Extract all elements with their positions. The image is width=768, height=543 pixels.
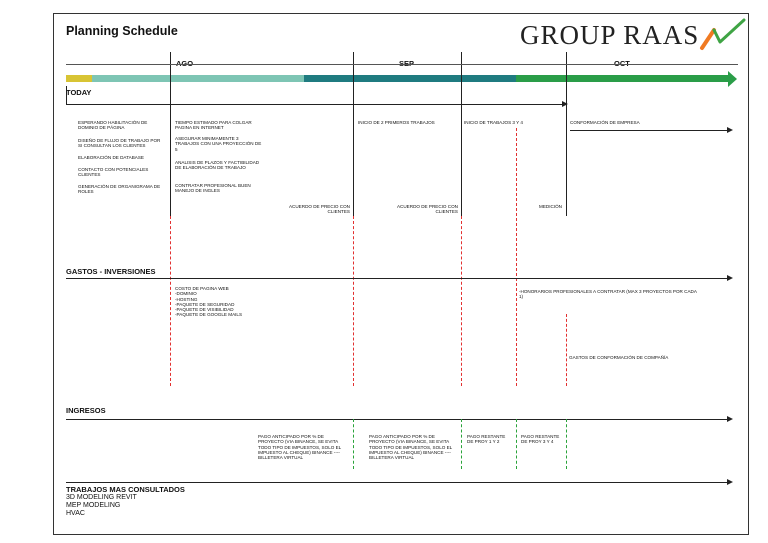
gastos-conformacion: GASTOS DE CONFORMACIÓN DE COMPAÑÍA [569,355,669,360]
today-line-sep-mid [461,104,462,216]
dash-red-sep-mid [461,216,462,386]
section-today: TODAY [66,88,92,97]
gastos-costos-line-3: -PAQUETE DE SEGURIDAD [175,301,235,307]
today-col2-item-2: ANALISIS DE PLAZOS Y FACTIBILIDAD DE ELABORACIÓN DE TRABAJO [175,160,260,171]
ingresos-pago-1: PAGO ANTICIPADO POR % DE PROYECTO (VIA BINANCE, SE EVITA TODO TIPO DE IMPUESTOS, SOLO EL IMPUESTO AL CHEQUE) BINANCE ---- BILLETERA VIRTUAL [258,434,342,461]
month-sep: SEP [399,59,415,68]
ingresos-pago-2: PAGO ANTICIPADO POR % DE PROYECTO (VIA BINANCE, SE EVITA TODO TIPO DE IMPUESTOS, SOLO EL IMPUESTO AL CHEQUE) BINANCE ---- BILLETERA VIRTUAL [369,434,453,461]
divider-ago [170,52,171,104]
dash-red-oct [566,314,567,386]
today-col2-item-0: TIEMPO ESTIMADO PARA COLGAR PAGINA EN INTERNET [175,120,252,131]
trabajos-axis-line [66,482,728,483]
today-acuerdo-2: ACUERDO DE PRECIO CON CLIENTES [396,204,458,215]
gastos-honorarios: -HONORARIOS PROFESIONALES A CONTRATAR (MAX 3 PROYECTOS POR CADA 1) [519,289,697,300]
today-line-oct [566,104,567,216]
logo-text: GROUP RAAS [520,20,700,50]
gastos-costos [175,286,295,318]
ingresos-axis-line [66,419,728,420]
logo-checkmark-icon [696,18,750,52]
ingresos-restante-12: PAGO RESTANTE DE PROY 1 Y 2 [467,434,506,445]
divider-sep [353,52,354,104]
ingresos-restante-34: PAGO RESTANTE DE PROY 3 Y 4 [521,434,560,445]
gastos-costos-line-1: -DOMINIO [175,291,197,297]
gastos-costos-line-4: -PAQUETE DE VISIBILIDAD [175,307,234,313]
timeline-segment-teal-light [92,75,304,82]
today-left-border [66,86,67,104]
today-col1-item-2: ELABORACIÓN DE DATABASE [78,155,144,160]
trabajos-item-2: HVAC [66,510,85,517]
dash-green-sep-mid [461,419,462,469]
today-inicio-2: INICIO DE 2 PRIMEROS TRABAJOS [358,120,435,125]
gastos-axis-line [66,278,728,279]
timeline-segment-yellow [66,75,92,82]
today-col1-item-1: DISEÑO DE FLUJO DE TRABAJO POR SI CONSULTAN LOS CLIENTES [78,138,161,149]
today-arrowhead [562,101,568,107]
today-col1-item-0: ESPERANDO HABILITACIÓN DE DOMINIO DE PÁGINA [78,120,148,131]
divider-sep-mid [461,52,462,104]
today-col2-item-3: CONTRATAR PROFESIONAL BUEN MANEJO DE INGLES [175,183,251,194]
section-gastos: GASTOS - INVERSIONES [66,267,156,276]
today-inicio-34: INICIO DE TRABAJOS 3 Y 4 [464,120,523,125]
today-col1-item-3: CONTACTO CON POTENCIALES CLIENTES [78,167,149,178]
dash-red-sep [353,216,354,386]
logo [520,18,750,52]
timeline-segment-teal-dark [304,75,516,82]
ingresos-arrowhead [727,416,733,422]
today-axis-line [66,104,564,105]
month-ago: AGO [176,59,194,68]
today-line-sep [353,104,354,216]
gastos-costos-line-0: COSTO DE PAGINA WEB [175,286,229,291]
conformacion-arrowhead [727,127,733,133]
trabajos-arrowhead [727,479,733,485]
timeline-arrowhead [728,71,737,87]
gastos-arrowhead [727,275,733,281]
today-medicion: MEDICIÓN [539,204,562,209]
dash-green-inicio34 [516,419,517,469]
gastos-costos-line-2: -HOSTING [175,296,198,302]
today-col2-item-1: ASEGURAR MINIMAMENTE 3 TRABAJOS CON UNA PROYECCIÓN DE 5 [175,136,262,152]
month-header-line [66,64,738,65]
trabajos-item-0: 3D MODELING REVIT [66,494,137,501]
today-acuerdo-1: ACUERDO DE PRECIO CON CLIENTES [288,204,350,215]
dash-red-inicio34 [516,128,517,386]
page-title: Planning Schedule [66,24,178,38]
dash-green-sep [353,419,354,469]
gastos-costos-line-5: -PAQUETE DE GOOGLE MAILS [175,312,243,318]
trabajos-item-1: MEP MODELING [66,502,121,509]
section-trabajos: TRABAJOS MAS CONSULTADOS [66,485,185,494]
today-line-ago [170,104,171,216]
today-conformacion: CONFORMACIÓN DE EMPRESA [570,120,640,125]
timeline-bar [66,75,738,83]
section-ingresos: INGRESOS [66,406,106,415]
divider-oct [566,52,567,104]
today-col1-item-4: GENERACIÓN DE ORGANIGRAMA DE ROLES [78,184,161,195]
conformacion-line [570,130,728,131]
dash-green-oct [566,419,567,469]
month-oct: OCT [614,59,630,68]
timeline-segment-green [516,75,729,82]
